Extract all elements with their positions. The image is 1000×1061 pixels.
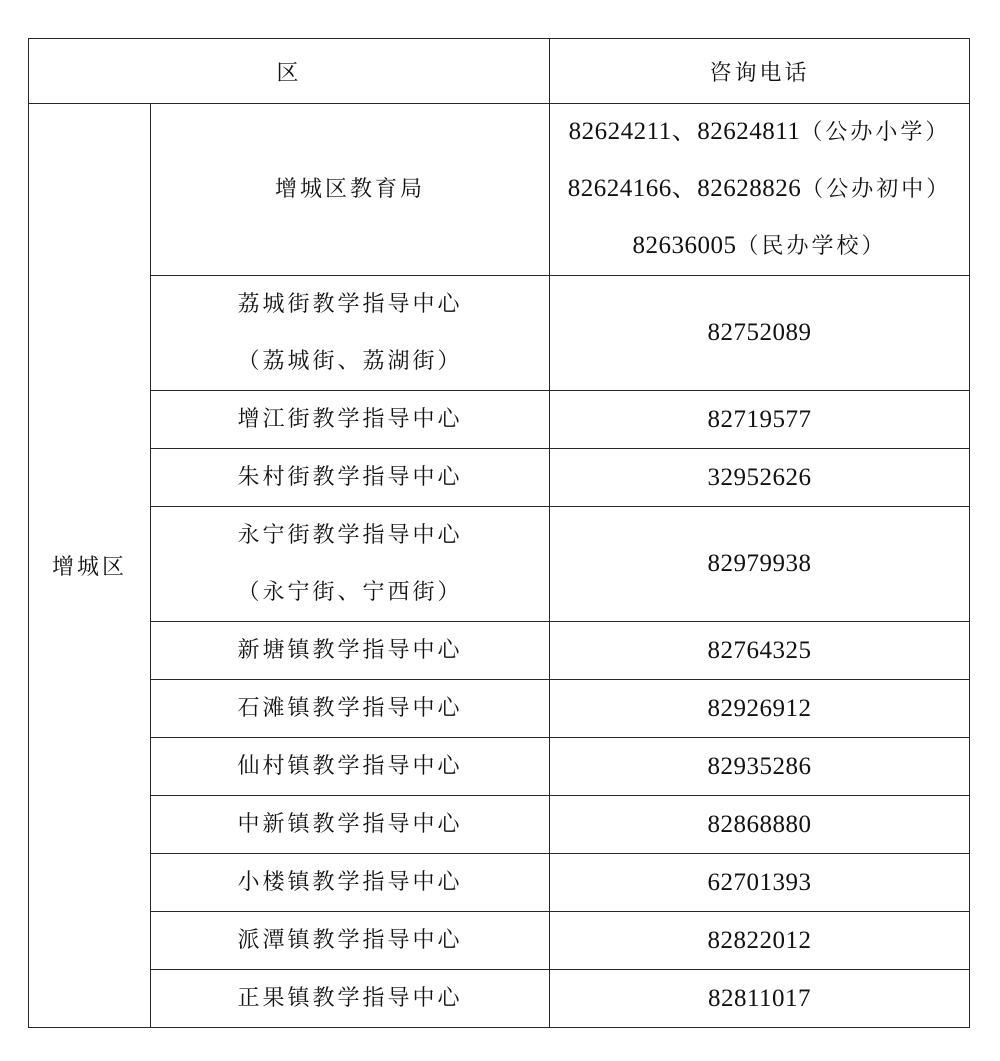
phone-cell xyxy=(550,970,970,1028)
office-cell xyxy=(151,449,550,507)
table-row xyxy=(29,854,970,912)
phone-number: 82764325 xyxy=(707,636,812,664)
table-row-bureau xyxy=(29,104,970,276)
table-row xyxy=(29,680,970,738)
phone-number: 82752089 xyxy=(707,319,812,346)
phone-number: 82868880 xyxy=(707,810,812,838)
phone-cell xyxy=(550,854,970,912)
table-row xyxy=(29,970,970,1028)
phone-cell xyxy=(550,622,970,680)
phone-number: 82926912 xyxy=(707,694,812,722)
phone-line xyxy=(550,218,969,275)
contact-phone-table xyxy=(28,38,970,1028)
office-coverage: （永宁街、宁西街） xyxy=(237,580,463,605)
phone-number: 82624166、82628826 xyxy=(567,175,802,202)
phone-line xyxy=(550,104,969,161)
phone-cell xyxy=(550,276,970,391)
office-cell xyxy=(151,507,550,622)
phone-number: 82624211、82624811 xyxy=(568,118,801,145)
office-cell xyxy=(151,738,550,796)
table-row xyxy=(29,622,970,680)
phone-note: （公办初中） xyxy=(801,177,952,202)
phone-number: 82636005 xyxy=(632,232,737,259)
phone-cell xyxy=(550,507,970,622)
office-cell xyxy=(151,680,550,738)
phone-number: 82935286 xyxy=(707,752,812,780)
office-cell xyxy=(151,104,550,276)
office-name: 小楼镇教学指导中心 xyxy=(237,870,463,895)
table-row xyxy=(29,507,970,622)
office-cell xyxy=(151,276,550,391)
office-name: 朱村街教学指导中心 xyxy=(237,465,463,490)
office-name: 新塘镇教学指导中心 xyxy=(237,638,463,663)
office-cell xyxy=(151,796,550,854)
phone-cell xyxy=(550,738,970,796)
phone-cell xyxy=(550,912,970,970)
office-cell xyxy=(151,391,550,449)
phone-note: （民办学校） xyxy=(736,234,887,259)
office-name: 正果镇教学指导中心 xyxy=(237,986,463,1011)
table-row xyxy=(29,276,970,391)
phone-number: 82979938 xyxy=(707,550,812,577)
office-name: 中新镇教学指导中心 xyxy=(237,812,463,837)
phone-cell xyxy=(550,796,970,854)
phone-cell xyxy=(550,449,970,507)
district-cell: 增城区 xyxy=(29,104,151,1028)
office-name: 增城区教育局 xyxy=(275,177,426,202)
phone-number: 32952626 xyxy=(707,463,812,491)
phone-cell xyxy=(550,391,970,449)
office-cell xyxy=(151,622,550,680)
phone-line xyxy=(550,161,969,218)
header-phone: 咨询电话 xyxy=(550,39,970,104)
office-name: 荔城街教学指导中心 xyxy=(237,292,463,317)
office-name: 仙村镇教学指导中心 xyxy=(237,754,463,779)
phone-number: 82822012 xyxy=(707,926,812,954)
phone-number: 82811017 xyxy=(707,984,812,1012)
office-coverage: （荔城街、荔湖街） xyxy=(237,349,463,374)
table-row xyxy=(29,912,970,970)
header-row xyxy=(29,39,970,104)
office-cell xyxy=(151,970,550,1028)
office-name: 派潭镇教学指导中心 xyxy=(237,928,463,953)
office-cell xyxy=(151,912,550,970)
phone-note: （公办小学） xyxy=(800,120,951,145)
table-row xyxy=(29,449,970,507)
table-row xyxy=(29,391,970,449)
phone-number: 82719577 xyxy=(707,405,812,433)
office-name: 石滩镇教学指导中心 xyxy=(237,696,463,721)
table-row xyxy=(29,796,970,854)
table-row xyxy=(29,738,970,796)
phone-cell xyxy=(550,104,970,276)
office-cell xyxy=(151,854,550,912)
phone-number: 62701393 xyxy=(707,868,812,896)
phone-cell xyxy=(550,680,970,738)
office-name: 增江街教学指导中心 xyxy=(237,407,463,432)
header-district: 区 xyxy=(29,39,550,104)
office-name: 永宁街教学指导中心 xyxy=(237,523,463,548)
